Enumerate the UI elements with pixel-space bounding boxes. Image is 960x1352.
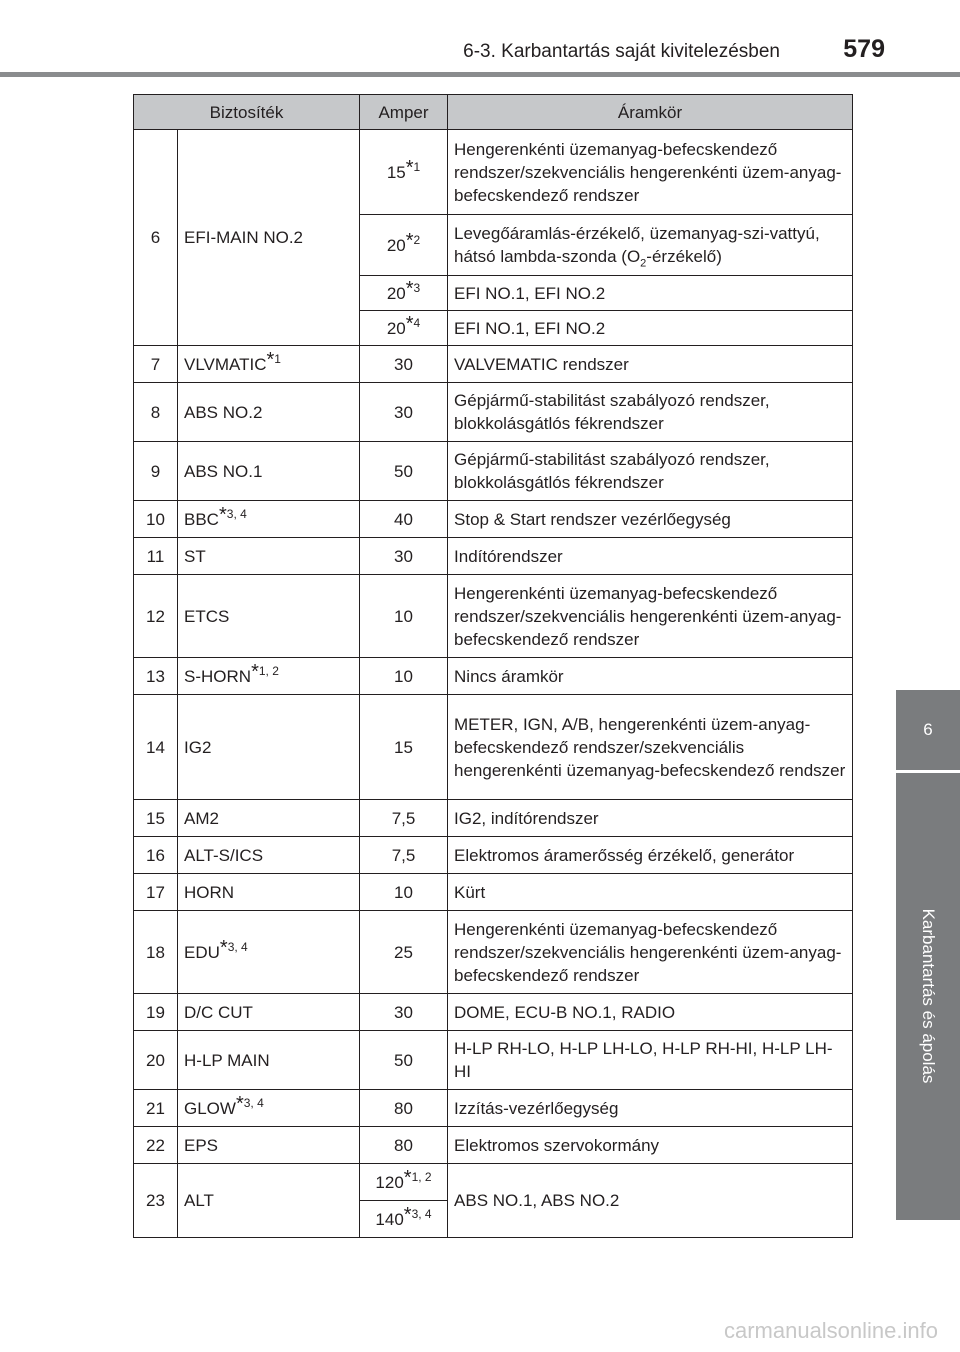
fuse-circuit: Elektromos szervokormány — [448, 1127, 853, 1164]
fuse-amp: 15$^{*1}$ — [360, 130, 448, 215]
table-row — [134, 383, 853, 442]
fuse-name: GLOW$^{*3, 4}$ — [178, 1090, 360, 1127]
fuse-circuit: METER, IGN, A/B, hengerenkénti üzem-anyag-befecskendező rendszer/szekvenciális hengerenkénti üzemanyag-befecskendező rendszer — [448, 695, 853, 800]
fuse-number: 8 — [134, 383, 178, 442]
table-row — [134, 1127, 853, 1164]
fuse-amp: 10 — [360, 658, 448, 695]
fuse-name: S-HORN$^{*1, 2}$ — [178, 658, 360, 695]
fuse-circuit: Izzítás-vezérlőegység — [448, 1090, 853, 1127]
fuse-name: ABS NO.2 — [178, 383, 360, 442]
fuse-amp: 30 — [360, 346, 448, 383]
fuse-name: ABS NO.1 — [178, 442, 360, 501]
fuse-number: 18 — [134, 911, 178, 994]
fuse-circuit: EFI NO.1, EFI NO.2 — [448, 311, 853, 346]
header-fuse: Biztosíték — [134, 95, 360, 130]
fuse-name: VLVMATIC$^{*1}$ — [178, 346, 360, 383]
fuse-number: 21 — [134, 1090, 178, 1127]
table-row — [134, 658, 853, 695]
fuse-number: 6 — [134, 130, 178, 346]
table-row — [134, 837, 853, 874]
footnote-ref: *3, 4 — [235, 1092, 264, 1115]
table-row — [134, 575, 853, 658]
footnote-ref: *2 — [405, 229, 421, 252]
page-number: 579 — [843, 35, 885, 63]
fuse-name: EFI-MAIN NO.2 — [178, 130, 360, 346]
fuse-number: 9 — [134, 442, 178, 501]
footnote-ref: *1, 2 — [251, 660, 279, 683]
fuse-name: ETCS — [178, 575, 360, 658]
fuse-amp: 10 — [360, 874, 448, 911]
footnote-ref: *1, 2 — [403, 1166, 432, 1189]
fuse-amp: 50 — [360, 442, 448, 501]
fuse-amp: 40 — [360, 501, 448, 538]
fuse-amp: 25 — [360, 911, 448, 994]
fuse-number: 15 — [134, 800, 178, 837]
fuse-circuit: Gépjármű-stabilitást szabályozó rendszer, blokkolásgátlós fékrendszer — [448, 383, 853, 442]
fuse-circuit: H-LP RH-LO, H-LP LH-LO, H-LP RH-HI, H-LP LH-HI — [448, 1031, 853, 1090]
chapter-number: 6 — [923, 720, 933, 739]
fuse-name: AM2 — [178, 800, 360, 837]
footnote-ref: *3, 4 — [219, 936, 248, 959]
fuse-number: 7 — [134, 346, 178, 383]
fuse-circuit: EFI NO.1, EFI NO.2 — [448, 276, 853, 311]
chapter-tab-number — [896, 690, 960, 770]
fuse-number: 12 — [134, 575, 178, 658]
fuse-name: ALT-S/ICS — [178, 837, 360, 874]
fuse-number: 16 — [134, 837, 178, 874]
fuse-amp: 10 — [360, 575, 448, 658]
fuse-circuit: Indítórendszer — [448, 538, 853, 575]
footnote-ref: *3, 4 — [403, 1203, 432, 1226]
fuse-number: 14 — [134, 695, 178, 800]
fuse-name: IG2 — [178, 695, 360, 800]
table-row — [134, 501, 853, 538]
fuse-circuit: Hengerenkénti üzemanyag-befecskendező rendszer/szekvenciális hengerenkénti üzem-anyag-befecskendező rendszer — [448, 575, 853, 658]
fuse-amp: 20$^{*3}$ — [360, 276, 448, 311]
fuse-amp: 7,5 — [360, 837, 448, 874]
fuse-circuit: Kürt — [448, 874, 853, 911]
fuse-circuit: DOME, ECU-B NO.1, RADIO — [448, 994, 853, 1031]
fuse-amp: 140$^{*3, 4}$ — [360, 1201, 448, 1238]
table-header-row — [134, 95, 853, 130]
table-row — [134, 994, 853, 1031]
chapter-label: Karbantartás és ápolás — [919, 908, 938, 1084]
fuse-number: 11 — [134, 538, 178, 575]
fuse-circuit: Gépjármű-stabilitást szabályozó rendszer, blokkolásgátlós fékrendszer — [448, 442, 853, 501]
fuse-name: BBC$^{*3, 4}$ — [178, 501, 360, 538]
table-row — [134, 130, 853, 215]
fuse-circuit: Nincs áramkör — [448, 658, 853, 695]
footnote-ref: *1 — [266, 348, 281, 371]
fuse-amp: 80 — [360, 1127, 448, 1164]
table-row — [134, 346, 853, 383]
header-amper: Amper — [360, 95, 448, 130]
table-row — [134, 1164, 853, 1201]
header-circuit: Áramkör — [448, 95, 853, 130]
fuse-number: 23 — [134, 1164, 178, 1238]
fuse-amp: 80 — [360, 1090, 448, 1127]
fuse-circuit: Stop & Start rendszer vezérlőegység — [448, 501, 853, 538]
table-row — [134, 695, 853, 800]
fuse-number: 13 — [134, 658, 178, 695]
fuse-circuit: Levegőáramlás-érzékelő, üzemanyag-szi-vattyú, hátsó lambda-szonda $(O_2-érzékelő)$ — [448, 215, 853, 276]
fuse-name: D/C CUT — [178, 994, 360, 1031]
table-row — [134, 911, 853, 994]
table-row — [134, 800, 853, 837]
fuse-name: ST — [178, 538, 360, 575]
fuse-amp: 7,5 — [360, 800, 448, 837]
footnote-ref: *4 — [405, 312, 421, 335]
fuse-amp: 120$^{*1, 2}$ — [360, 1164, 448, 1201]
footnote-ref: *3, 4 — [218, 503, 247, 526]
fuse-number: 19 — [134, 994, 178, 1031]
fuse-name: ALT — [178, 1164, 360, 1238]
fuse-name: EDU$^{*3, 4}$ — [178, 911, 360, 994]
fuse-name: HORN — [178, 874, 360, 911]
fuse-amp: 15 — [360, 695, 448, 800]
fuse-table — [133, 94, 853, 1238]
footnote-ref: *3 — [405, 277, 421, 300]
fuse-circuit: ABS NO.1, ABS NO.2 — [448, 1164, 853, 1238]
table-row — [134, 1031, 853, 1090]
section-title: 6-3. Karbantartás saját kivitelezésben — [463, 41, 780, 62]
fuse-amp: 20$^{*4}$ — [360, 311, 448, 346]
fuse-number: 10 — [134, 501, 178, 538]
fuse-circuit: Hengerenkénti üzemanyag-befecskendező rendszer/szekvenciális hengerenkénti üzem-anyag-befecskendező rendszer — [448, 130, 853, 215]
fuse-circuit: Hengerenkénti üzemanyag-befecskendező rendszer/szekvenciális hengerenkénti üzem-anyag-befecskendező rendszer — [448, 911, 853, 994]
fuse-circuit: IG2, indítórendszer — [448, 800, 853, 837]
table-row — [134, 538, 853, 575]
fuse-amp: 30 — [360, 994, 448, 1031]
fuse-number: 17 — [134, 874, 178, 911]
fuse-number: 20 — [134, 1031, 178, 1090]
fuse-circuit: Elektromos áramerősség érzékelő, generátor — [448, 837, 853, 874]
fuse-amp: 20$^{*2}$ — [360, 215, 448, 276]
fuse-circuit: VALVEMATIC rendszer — [448, 346, 853, 383]
fuse-amp: 50 — [360, 1031, 448, 1090]
header-divider — [0, 72, 960, 77]
fuse-name: EPS — [178, 1127, 360, 1164]
table-row — [134, 442, 853, 501]
watermark: carmanualsonline.info — [723, 1318, 938, 1343]
table-row — [134, 1090, 853, 1127]
table-row — [134, 874, 853, 911]
fuse-number: 22 — [134, 1127, 178, 1164]
fuse-amp: 30 — [360, 383, 448, 442]
footnote-ref: *1 — [405, 156, 421, 179]
fuse-name: H-LP MAIN — [178, 1031, 360, 1090]
fuse-amp: 30 — [360, 538, 448, 575]
